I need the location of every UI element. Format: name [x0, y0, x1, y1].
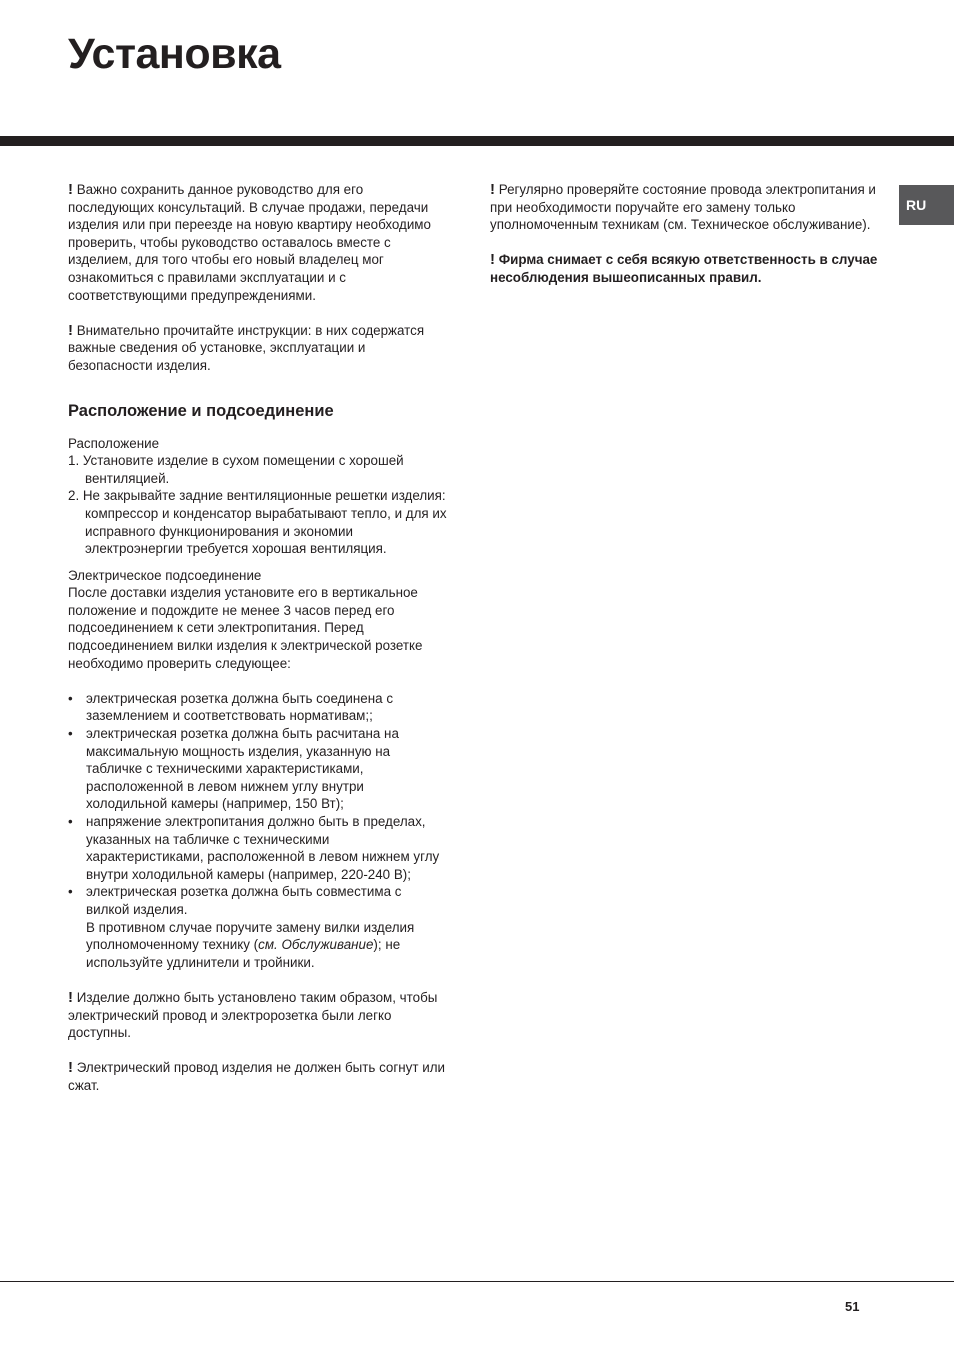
exclamation-icon: !	[68, 181, 73, 198]
bullet-icon: •	[68, 884, 73, 900]
list-item: • электрическая розетка должна быть совместима с вилкой изделия. В противном случае поручите замену вилки изделия уполномоченному технику (см. Обслуживание); не используйте удлинители и тройники.	[68, 884, 415, 970]
bullet-icon: •	[68, 726, 73, 742]
list-item: • электрическая розетка должна быть соединена с заземлением и соответствовать нормативам;;	[68, 690, 394, 724]
electric-paragraph: После доставки изделия установите его в вертикальное положение и подождите не менее 3 часов перед его подсоединением к сети электропитания. Перед подсоединением вилки изделия к электрической розетке необходимо проверить следующее:	[68, 585, 423, 671]
exclamation-icon: !	[68, 988, 73, 1006]
list-item: • напряжение электропитания должно быть в пределах, указанных на табличке с техническими характеристиками, расположенной в левом нижнем углу внутри холодильной камеры (например, 220-240 В);	[68, 814, 440, 882]
liability-note-text: Фирма снимает с себя всякую ответственность в случае несоблюдения вышеописанных правил.	[490, 252, 878, 285]
language-tab: RU	[899, 185, 954, 225]
access-warning	[68, 989, 448, 1042]
list-item: • электрическая розетка должна быть расчитана на максимальную мощность изделия, указанную на табличке с техническими характеристиками, расположенной в левом нижнем углу внутри холодильной камеры (например, 150 Вт);	[68, 726, 399, 812]
exclamation-icon: !	[68, 1059, 73, 1077]
section-heading: Расположение и подсоединение	[68, 401, 334, 420]
exclamation-icon: !	[490, 251, 495, 269]
cord-warning-text: Электрический провод изделия не должен быть согнут или сжат.	[68, 1060, 445, 1093]
access-warning-text: Изделие должно быть установлено таким образом, чтобы электрический провод и электророзетка были легко доступны.	[68, 989, 438, 1041]
electric-checklist	[68, 690, 448, 972]
intro-warning-2-text: Внимательно прочитайте инструкции: в них содержатся важные сведения об установке, эксплуатации и безопасности изделия.	[68, 322, 425, 373]
service-reference: см. Обслуживание	[258, 937, 374, 953]
list-item: 2. Не закрывайте задние вентиляционные решетки изделия: компрессор и конденсатор вырабатывают тепло, и для их исправного функционирования и экономии электроэнергии требуется хорошая вентиляция.	[68, 488, 447, 557]
placement-steps-list	[68, 452, 448, 558]
plug-replacement-note: В противном случае поручите замену вилки изделия уполномоченному технику (см. Обслуживание); не используйте удлинители и тройники.	[86, 919, 415, 970]
left-column	[68, 181, 448, 1095]
page-number: 51	[845, 1299, 860, 1314]
list-item: 1. Установите изделие в сухом помещении с хорошей вентиляцией.	[68, 453, 404, 486]
cord-warning	[68, 1059, 448, 1094]
placement-subheading: Расположение	[68, 435, 160, 451]
bullet-icon: •	[68, 814, 73, 829]
bullet-icon: •	[68, 690, 73, 706]
intro-warning-2	[68, 322, 448, 375]
exclamation-icon: !	[490, 181, 495, 198]
page-title: Установка	[68, 30, 281, 78]
cord-check-note	[490, 181, 885, 234]
footer-divider	[0, 1281, 954, 1282]
right-column	[490, 181, 885, 287]
intro-warning-1	[68, 181, 448, 304]
header-divider-bar	[0, 136, 954, 146]
exclamation-icon: !	[68, 321, 73, 339]
liability-note	[490, 251, 885, 286]
intro-warning-1-text: Важно сохранить данное руководство для его последующих консультаций. В случае продажи, передачи изделия или при переезде на новую квартиру необходимо проверить, чтобы руководство оставалось вместе с изделием, для того чтобы его новый владелец мог ознакомиться с правилами эксплуатации и с соответствующими предупреждениями.	[68, 182, 431, 303]
cord-check-note-text: Регулярно проверяйте состояние провода электропитания и при необходимости поручайте его замену только уполномоченным техникам (см. Техническое обслуживание).	[490, 182, 876, 233]
electric-subheading: Электрическое подсоединение	[68, 567, 262, 583]
